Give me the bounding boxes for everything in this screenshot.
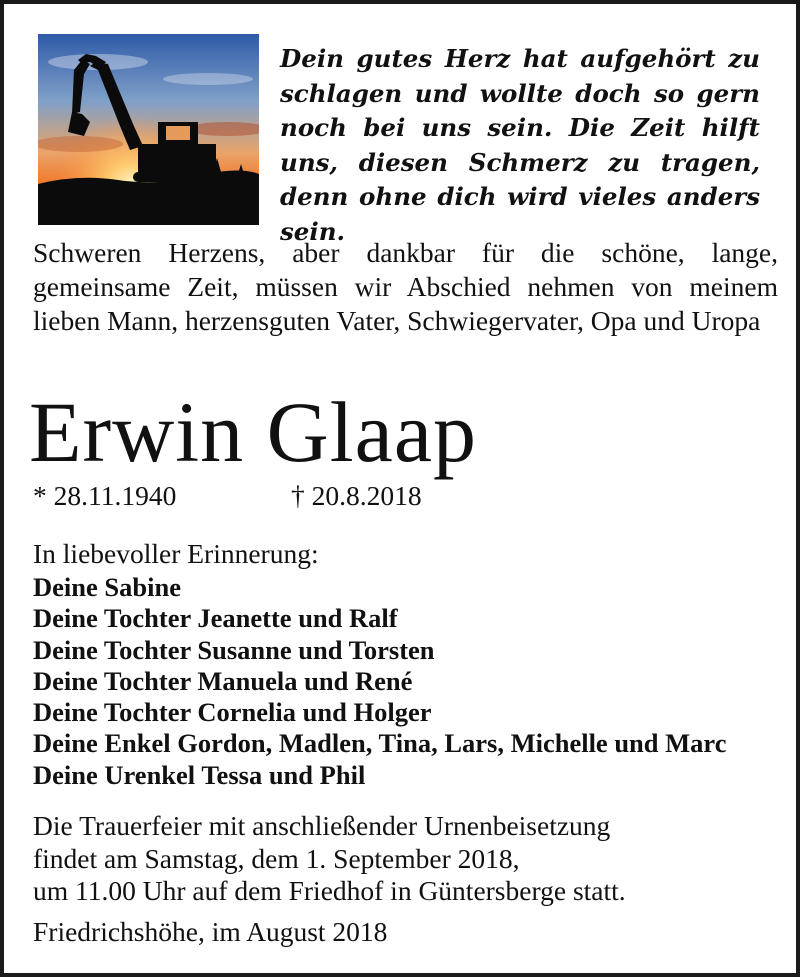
intro-text: Schweren Herzens, aber dankbar für die schöne, lange, gemeinsame Zeit, müssen wir Abschied nehmen von meinem lieben Mann, herzensguten Vater, Schwiegervater, Opa und Uropa	[33, 237, 778, 337]
death-date: † 20.8.2018	[291, 480, 422, 511]
deceased-name: Erwin Glaap	[29, 384, 478, 480]
funeral-details-line: Die Trauerfeier mit anschließender Urnenbeisetzung	[33, 810, 611, 841]
memorial-poem: Dein gutes Herz hat aufgehört zu schlagen und wollte doch so gern noch bei uns sein. Die Zeit hilft uns, diesen Schmerz zu tragen, denn ohne dich wird vieles anders sein.	[280, 44, 760, 246]
excavator-sunset-photo	[38, 34, 259, 225]
mourner-item: Deine Tochter Susanne und Torsten	[33, 634, 435, 665]
mourner-item: Deine Enkel Gordon, Madlen, Tina, Lars, Michelle und Marc	[33, 728, 727, 759]
birth-date: * 28.11.1940	[33, 480, 177, 511]
excavator-silhouette-icon	[38, 34, 259, 225]
mourner-item: Deine Urenkel Tessa und Phil	[33, 759, 366, 790]
place-and-date: Friedrichshöhe, im August 2018	[33, 916, 388, 947]
funeral-details-line: findet am Samstag, dem 1. September 2018,	[33, 842, 520, 874]
mourner-item: Deine Tochter Jeanette und Ralf	[33, 603, 398, 634]
memory-label: In liebevoller Erinnerung:	[33, 538, 319, 569]
mourner-item: Deine Tochter Manuela und René	[33, 665, 413, 696]
mourner-item: Deine Sabine	[33, 572, 181, 602]
mourners-list	[33, 572, 726, 791]
funeral-details-line: um 11.00 Uhr auf dem Friedhof in Güntersberge statt.	[33, 875, 626, 906]
funeral-details	[33, 810, 793, 908]
mourner-item: Deine Tochter Cornelia und Holger	[33, 697, 432, 728]
